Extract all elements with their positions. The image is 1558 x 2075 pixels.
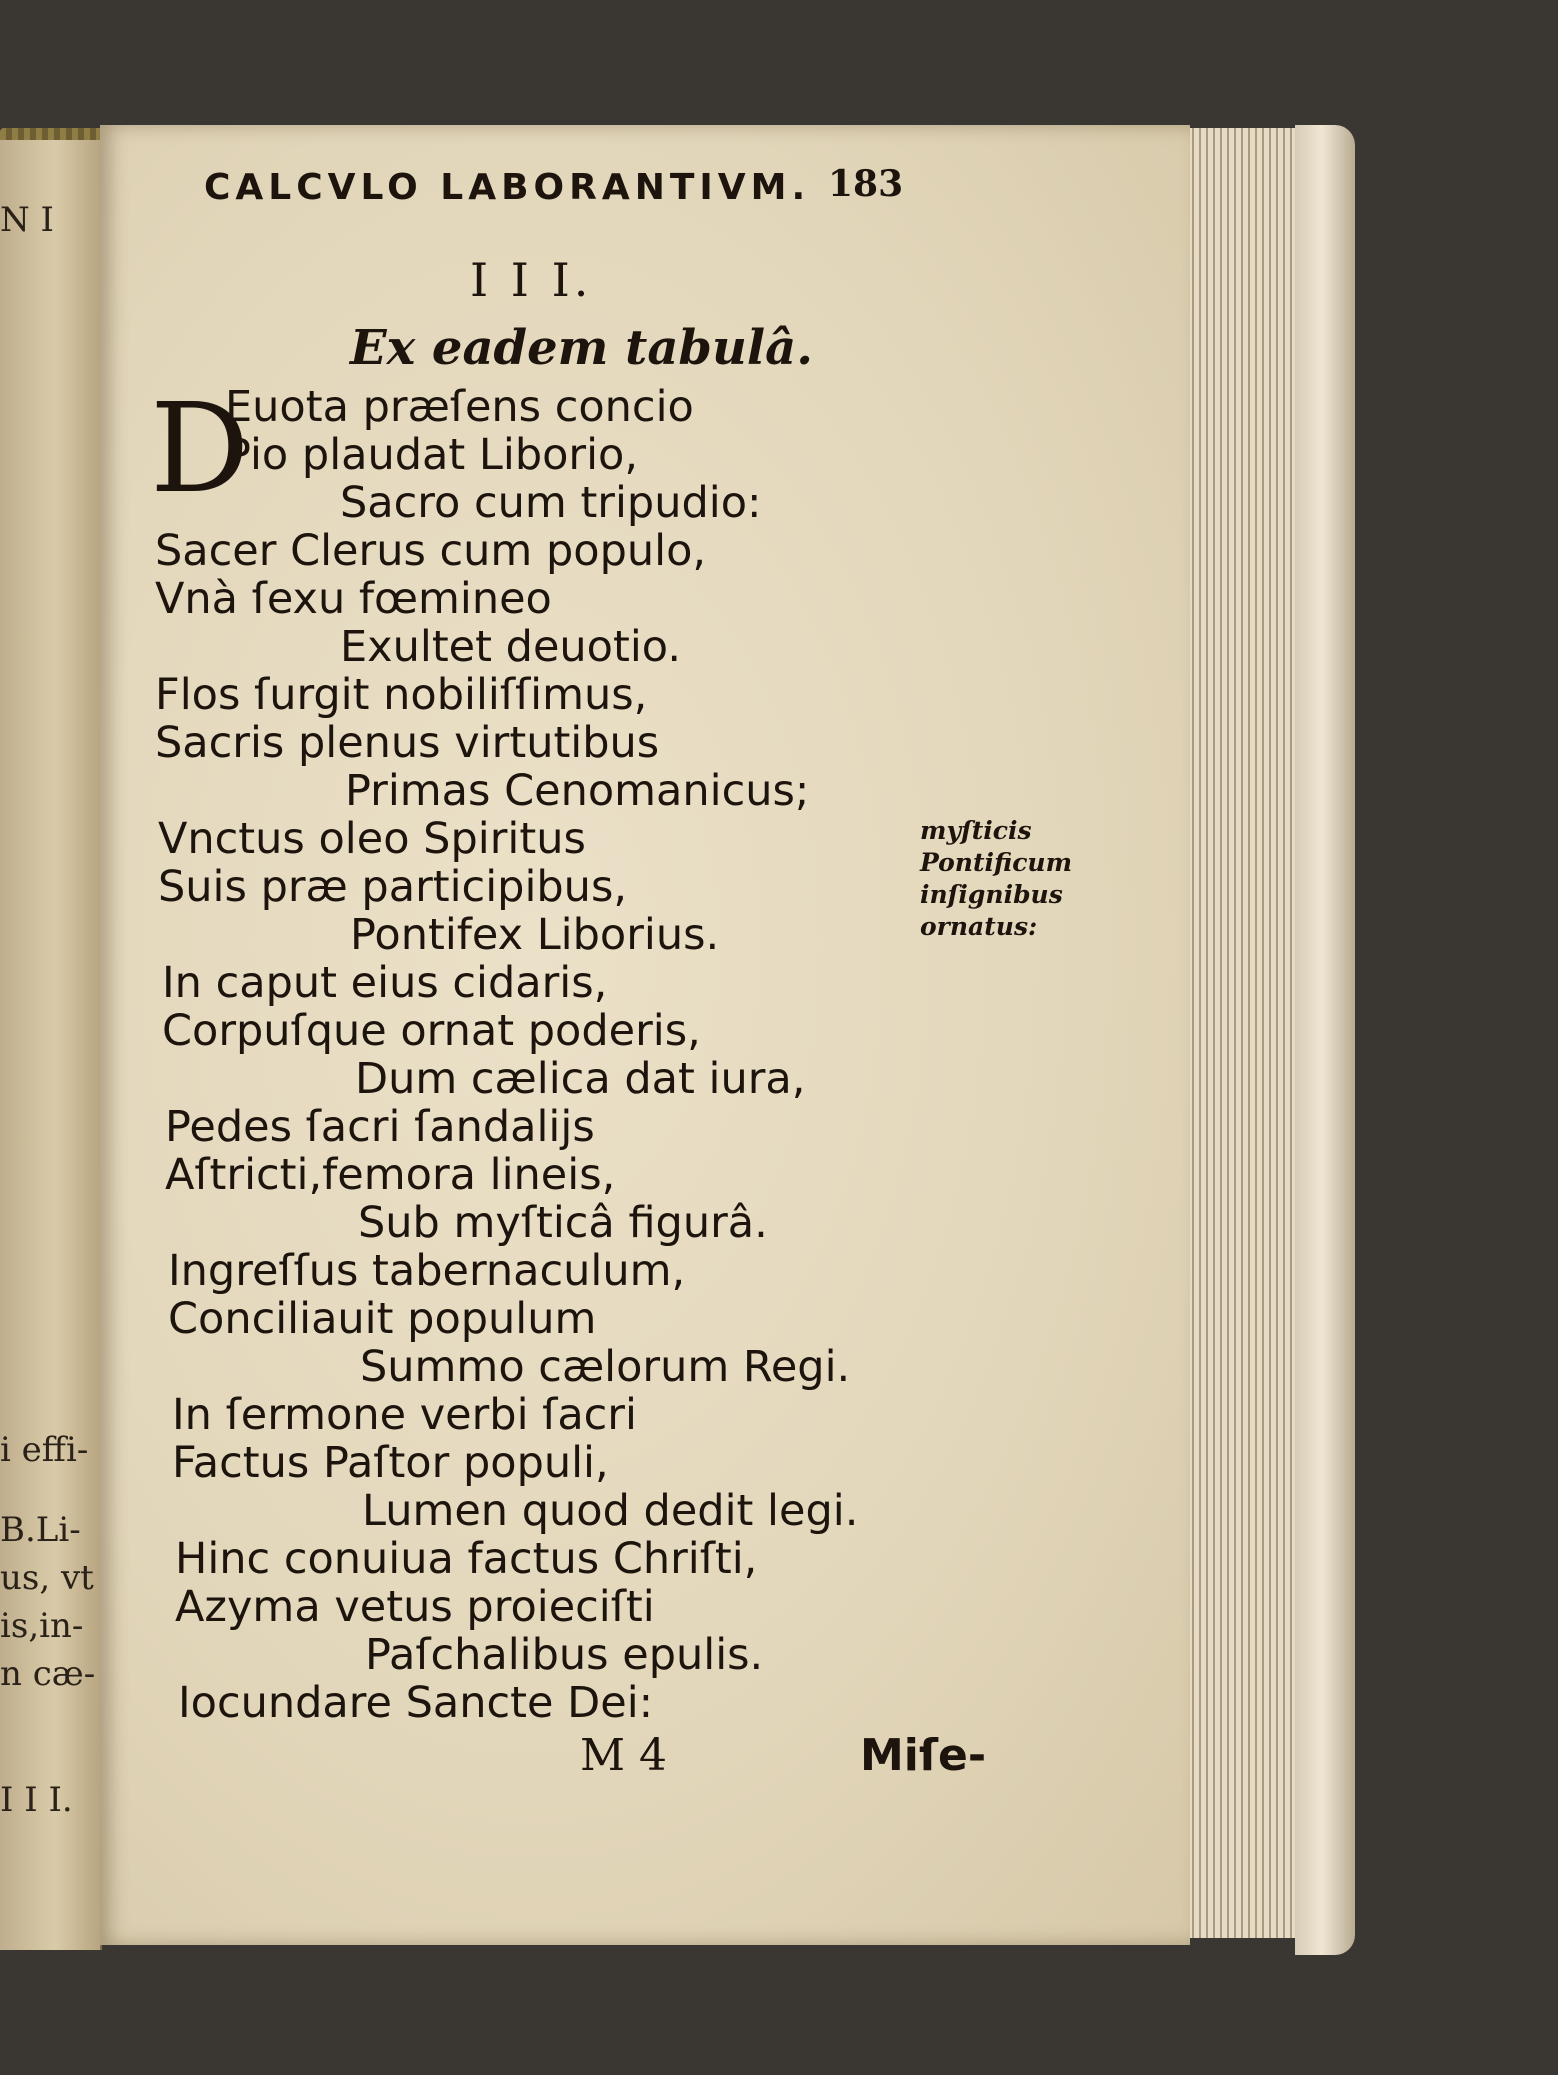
left-page-fragment: us, vt (0, 1558, 94, 1598)
verse-line: Sacro cum tripudio: (340, 478, 762, 528)
page-number: 183 (828, 163, 904, 205)
verse-line: Paſchalibus epulis. (365, 1630, 764, 1680)
running-head: CALCVLO LABORANTIVM. (204, 167, 811, 208)
section-title: Ex eadem tabulâ. (350, 320, 813, 376)
verse-line: Primas Cenomanicus; (345, 766, 810, 816)
left-page-fragment: n cæ- (0, 1654, 96, 1694)
verse-line: Ingreſſus tabernaculum, (168, 1246, 686, 1296)
left-page-fragment: is,in- (0, 1606, 84, 1646)
verse-line: Sacris plenus virtutibus (155, 718, 660, 768)
verse-line: Sacer Clerus cum populo, (155, 526, 707, 576)
margin-note-line: Pontificum (920, 848, 1073, 877)
verse-line: Corpuſque ornat poderis, (162, 1006, 701, 1056)
verse-line: Pio plaudat Liborio, (225, 430, 639, 480)
margin-note-line: inſignibus (920, 880, 1063, 909)
verse-line: In ſermone verbi ſacri (172, 1390, 637, 1440)
verse-line: Conciliauit populum (168, 1294, 597, 1344)
verse-line: Suis præ participibus, (158, 862, 628, 912)
verse-line: Pontifex Liborius. (350, 910, 720, 960)
verse-line: Vnà ſexu fœmineo (155, 574, 552, 624)
left-page-fragment: B.Li- (0, 1510, 81, 1550)
verse-line: In caput eius cidaris, (162, 958, 608, 1008)
verse-line: Dum cælica dat iura, (355, 1054, 806, 1104)
left-page-fragment: I I I. (0, 1780, 73, 1820)
book-page (100, 125, 1190, 1945)
verse-line: Aſtricti,femora lineis, (165, 1150, 616, 1200)
margin-note-line: ornatus: (920, 912, 1038, 941)
book-fore-edge (1180, 128, 1304, 1938)
verse-line: Exultet deuotio. (340, 622, 681, 672)
section-number: I I I. (470, 253, 593, 307)
verse-line: Lumen quod dedit legi. (362, 1486, 859, 1536)
drop-cap: D (150, 377, 250, 521)
verse-line: Factus Paſtor populi, (172, 1438, 609, 1488)
verse-line: Iocundare Sancte Dei: (178, 1678, 654, 1728)
verse-line: Euota præſens concio (225, 382, 694, 432)
verse-line: Sub myſticâ figurâ. (358, 1198, 768, 1248)
left-page-fragment: i effi- (0, 1430, 89, 1470)
left-page-fragment: N I (0, 200, 54, 240)
catchword: Miſe- (860, 1730, 987, 1781)
verse-line: Vnctus oleo Spiritus (158, 814, 586, 864)
verse-line: Summo cælorum Regi. (360, 1342, 851, 1392)
verse-line: Hinc conuiua factus Chriſti, (175, 1534, 758, 1584)
vellum-cover (1295, 125, 1355, 1955)
previous-page-strip (0, 140, 102, 1950)
margin-note-line: myſticis (920, 816, 1032, 845)
verse-line: Flos ſurgit nobiliſſimus, (155, 670, 648, 720)
verse-line: Pedes ſacri ſandalijs (165, 1102, 595, 1152)
verse-line: Azyma vetus proieciſti (175, 1582, 655, 1632)
signature-mark: M 4 (580, 1730, 668, 1781)
